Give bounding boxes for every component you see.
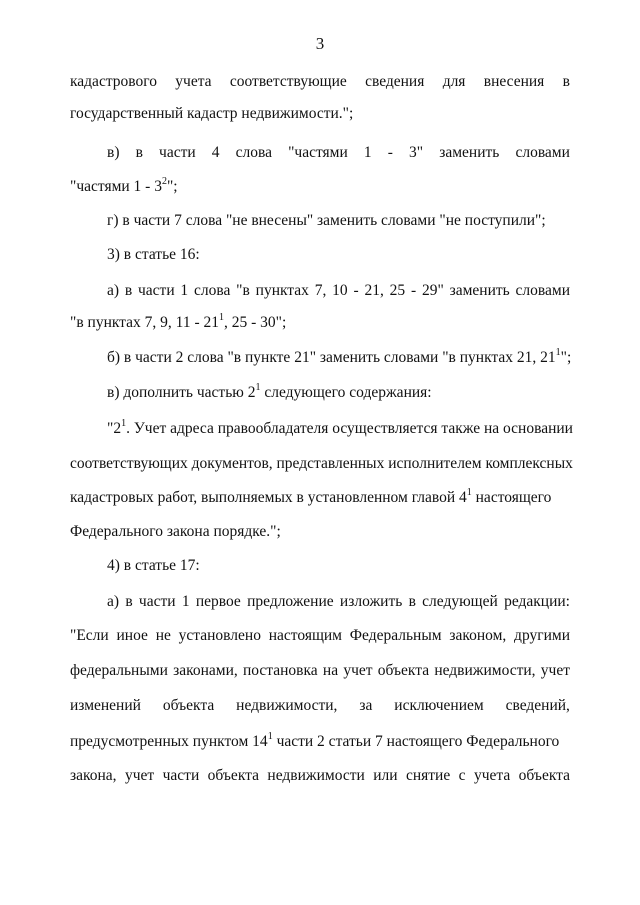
word: - bbox=[387, 144, 393, 161]
word: внесения bbox=[483, 73, 545, 90]
text-line-3 bbox=[107, 143, 570, 163]
text-line-8: "в пунктах 7, 9, $11 - 21^1$, 25 - 30"; bbox=[70, 311, 287, 331]
word: за bbox=[359, 697, 373, 714]
text-line-5: г) в части 7 слова "не внесены" заменить словами "не поступили"; bbox=[107, 212, 546, 229]
text-line-1 bbox=[70, 72, 570, 92]
text-line-12: соответствующих документов, представленных исполнителем комплексных bbox=[70, 455, 573, 472]
text-line-15: 4) в статье 17: bbox=[107, 557, 200, 574]
word: "частями bbox=[288, 144, 348, 161]
text-line-17: "Если иное не установлено настоящим Федеральным законом, другими bbox=[70, 627, 570, 644]
superscript: 2 bbox=[161, 175, 167, 187]
word: словами bbox=[515, 144, 570, 161]
superscript: 1 bbox=[121, 417, 127, 429]
word: сведений, bbox=[505, 697, 570, 714]
word: для bbox=[442, 73, 466, 90]
word: в bbox=[135, 144, 143, 161]
word: кадастрового bbox=[70, 73, 157, 90]
word: учета bbox=[175, 73, 212, 90]
word: 1 bbox=[363, 144, 372, 161]
word: сведения bbox=[365, 73, 425, 90]
text-line-10: в) дополнить частью $2^1$ следующего содержания: bbox=[107, 381, 432, 401]
superscript: 1 bbox=[466, 486, 472, 498]
superscript: 1 bbox=[219, 311, 224, 323]
word: слова bbox=[235, 144, 272, 161]
word: части bbox=[159, 144, 196, 161]
word: в) bbox=[107, 144, 120, 161]
superscript: 1 bbox=[555, 346, 561, 358]
word: исключением bbox=[394, 697, 484, 714]
word: заменить bbox=[439, 144, 500, 161]
word: соответствующие bbox=[229, 73, 347, 90]
text-line-13: кадастровых работ, выполняемых в установленном главой $4^1$ настоящего bbox=[70, 486, 552, 506]
text-line-2: государственный кадастр недвижимости."; bbox=[70, 105, 354, 122]
word: объекта bbox=[162, 697, 215, 714]
superscript: 1 bbox=[267, 730, 273, 742]
text-line-18: федеральными законами, постановка на учет объекта недвижимости, учет bbox=[70, 662, 570, 679]
word: 3" bbox=[409, 144, 424, 161]
text-line-9: б) в части 2 слова "в пункте 21" заменить словами "в пунктах 21, $21^1$"; bbox=[107, 346, 572, 366]
word: в bbox=[562, 73, 570, 90]
text-line-11: "$2^1$. Учет адреса правообладателя осуществляется также на основании bbox=[107, 417, 573, 437]
text-line-16: а) в части 1 первое предложение изложить в следующей редакции: bbox=[107, 593, 570, 610]
word: недвижимости, bbox=[236, 697, 338, 714]
text-line-6: 3) в статье 16: bbox=[107, 246, 200, 263]
page-number: 3 bbox=[315, 34, 325, 53]
superscript: 1 bbox=[255, 381, 261, 393]
text-line-20: предусмотренных пунктом $14^1$ части 2 статьи 7 настоящего Федерального bbox=[70, 730, 560, 750]
word: 4 bbox=[211, 144, 220, 161]
text-line-19 bbox=[70, 696, 570, 716]
word: изменений bbox=[70, 697, 141, 714]
text-line-14: Федерального закона порядке."; bbox=[70, 523, 281, 540]
text-line-21: закона, учет части объекта недвижимости или снятие с учета объекта bbox=[70, 767, 570, 784]
text-line-4: "частями $1 - 3^2$"; bbox=[70, 175, 178, 195]
text-line-7: а) в части 1 слова "в пунктах 7, 10 - 21, 25 - 29" заменить словами bbox=[107, 282, 570, 299]
